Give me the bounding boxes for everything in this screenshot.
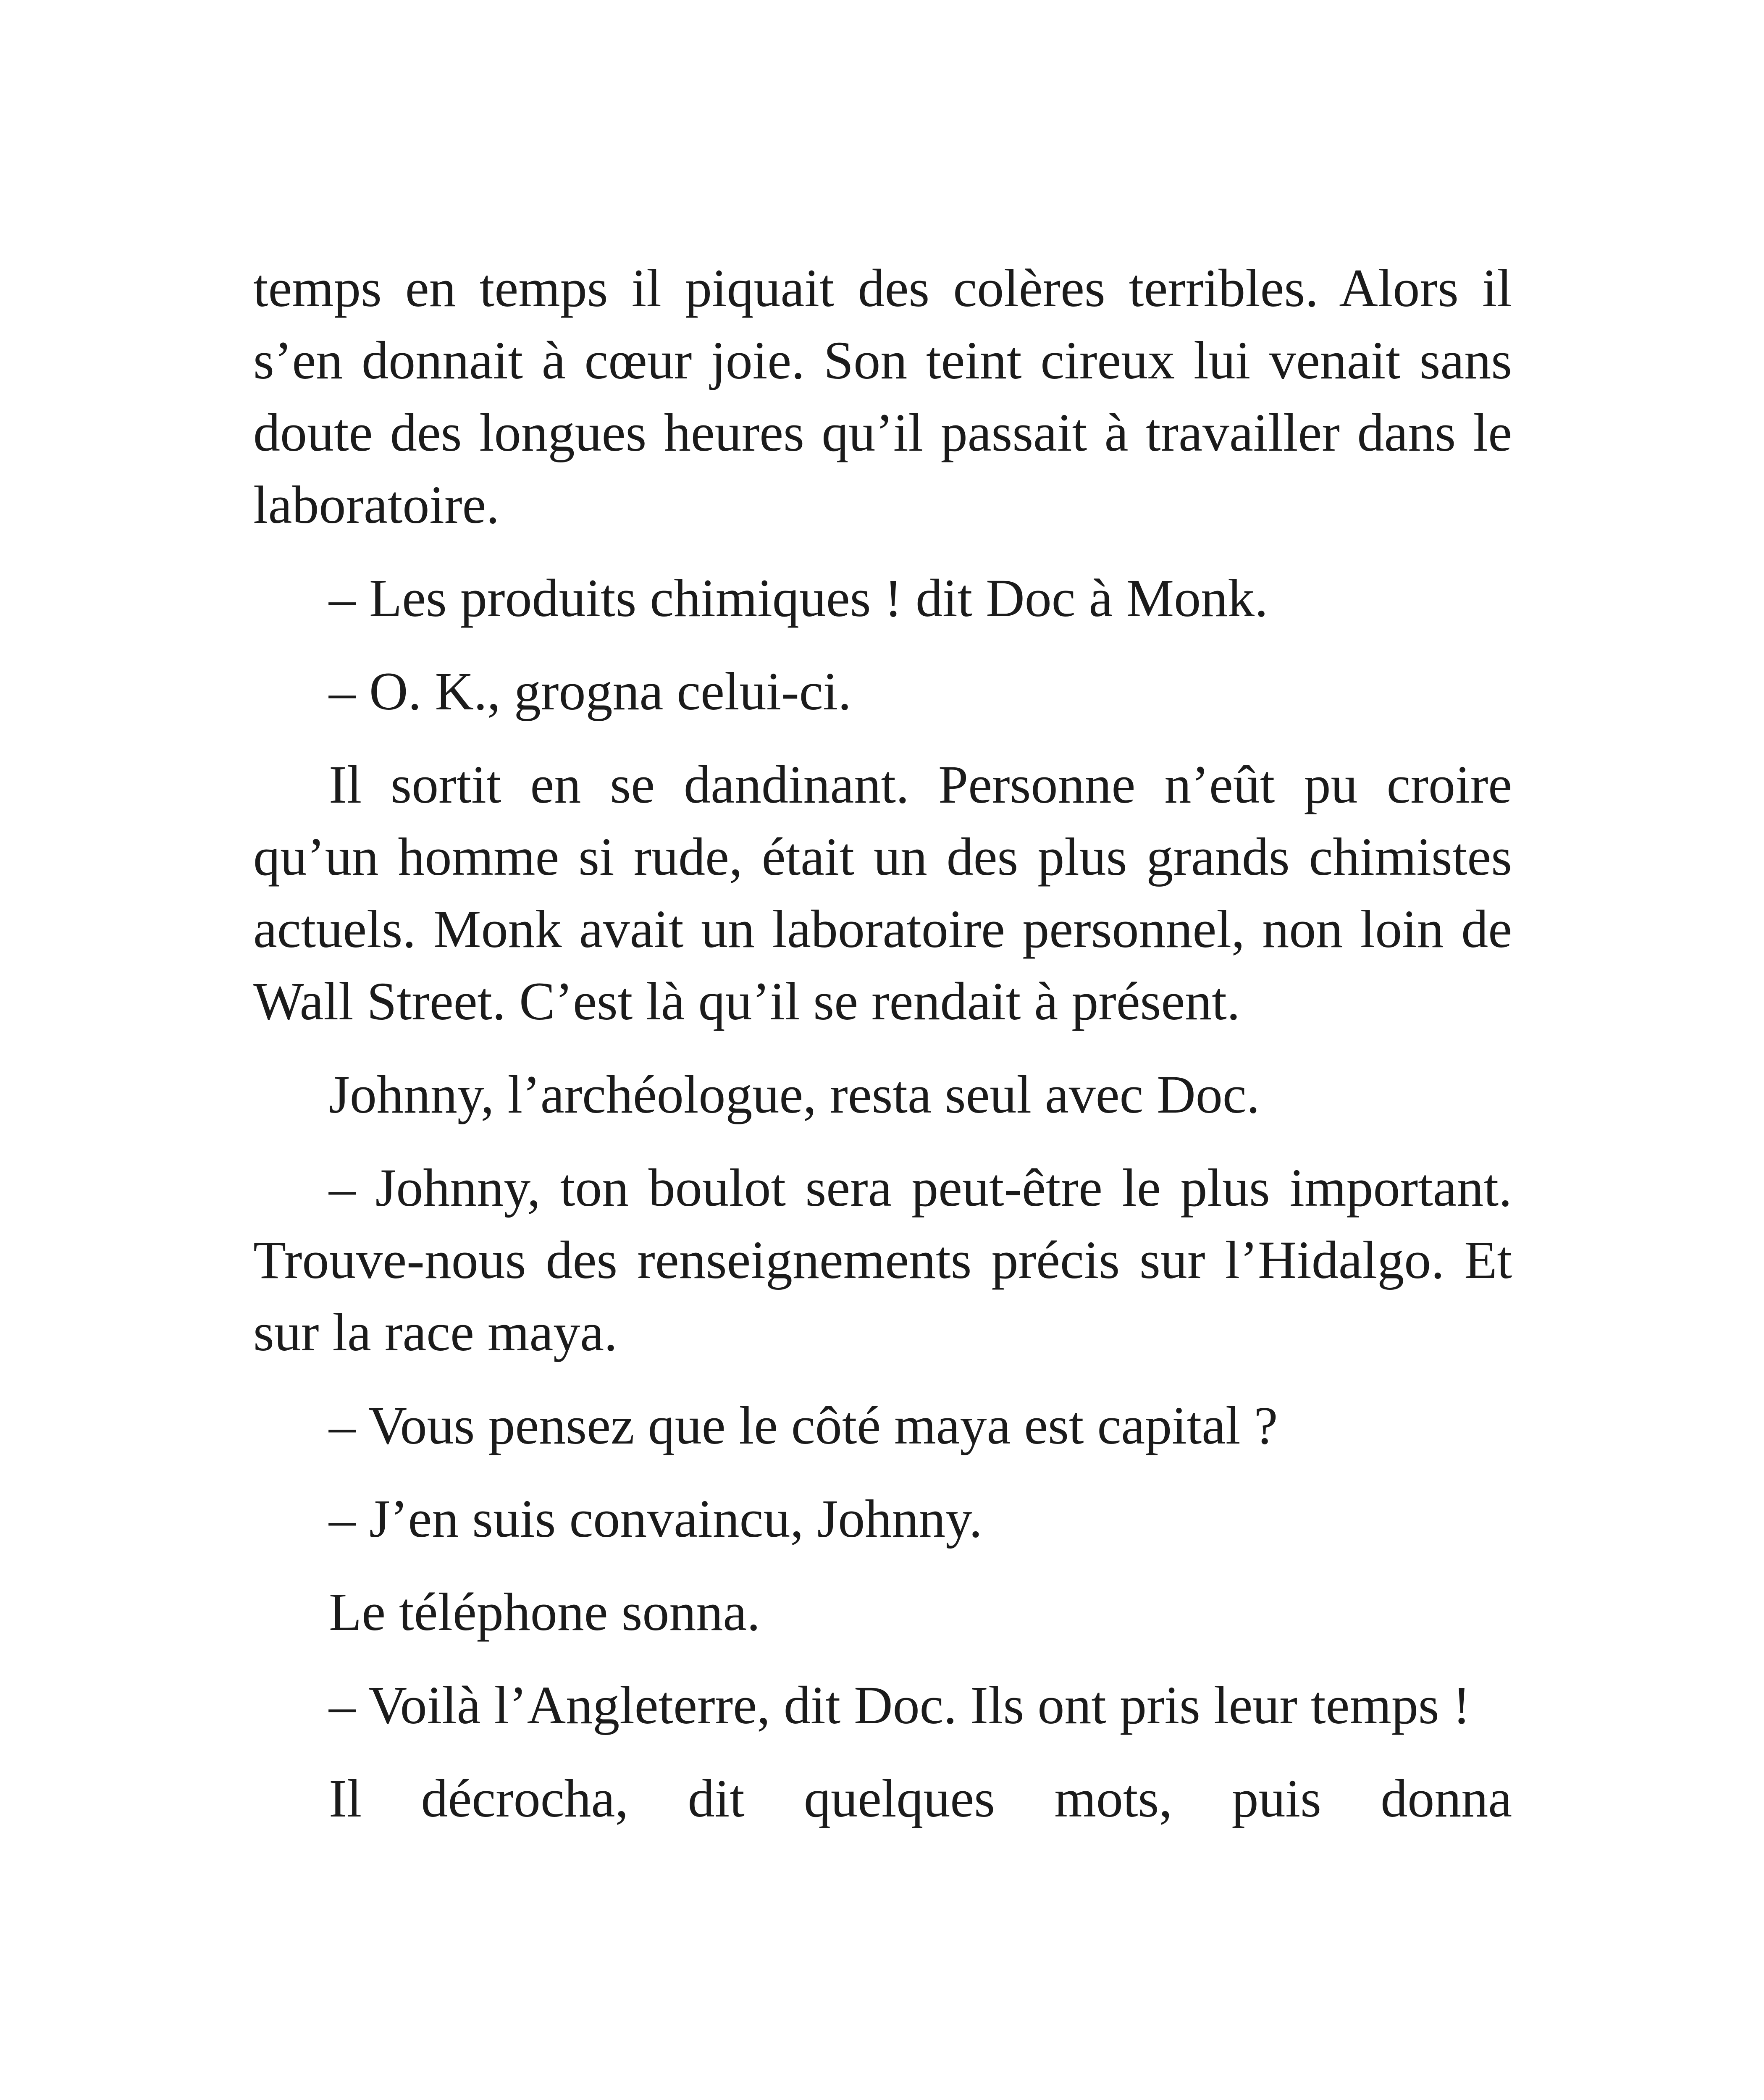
paragraph: temps en temps il piquait des colères terribles. Alors il s’en donnait à cœur joie. Son teint cireux lui venait sans doute des longues heures qu’il passait à travailler dans le laboratoire.: [253, 258, 1512, 535]
paragraph: Le téléphone sonna.: [329, 1582, 761, 1642]
paragraph: – Johnny, ton boulot sera peut-être le plus important. Trouve-nous des renseignements précis sur l’Hidalgo. Et sur la race maya.: [253, 1158, 1512, 1362]
paragraph: – Vous pensez que le côté maya est capital ?: [329, 1396, 1278, 1455]
paragraph: – O. K., grogna celui-ci.: [329, 662, 852, 721]
paragraph: – Les produits chimiques ! dit Doc à Monk.: [329, 568, 1268, 628]
paragraph: Il sortit en se dandinant. Personne n’eût pu croire qu’un homme si rude, était un des plus grands chimistes actuels. Monk avait un laboratoire personnel, non loin de Wall Street. C’est là qu’il se rendait à présent.: [253, 755, 1512, 1031]
paragraph: Johnny, l’archéologue, resta seul avec Doc.: [329, 1065, 1260, 1124]
paragraph: – J’en suis convaincu, Johnny.: [329, 1489, 982, 1549]
body-text: [253, 252, 1512, 1835]
paragraph: Il décrocha, dit quelques mots, puis donna: [329, 1769, 1512, 1828]
paragraph: – Voilà l’Angleterre, dit Doc. Ils ont pris leur temps !: [329, 1675, 1471, 1735]
